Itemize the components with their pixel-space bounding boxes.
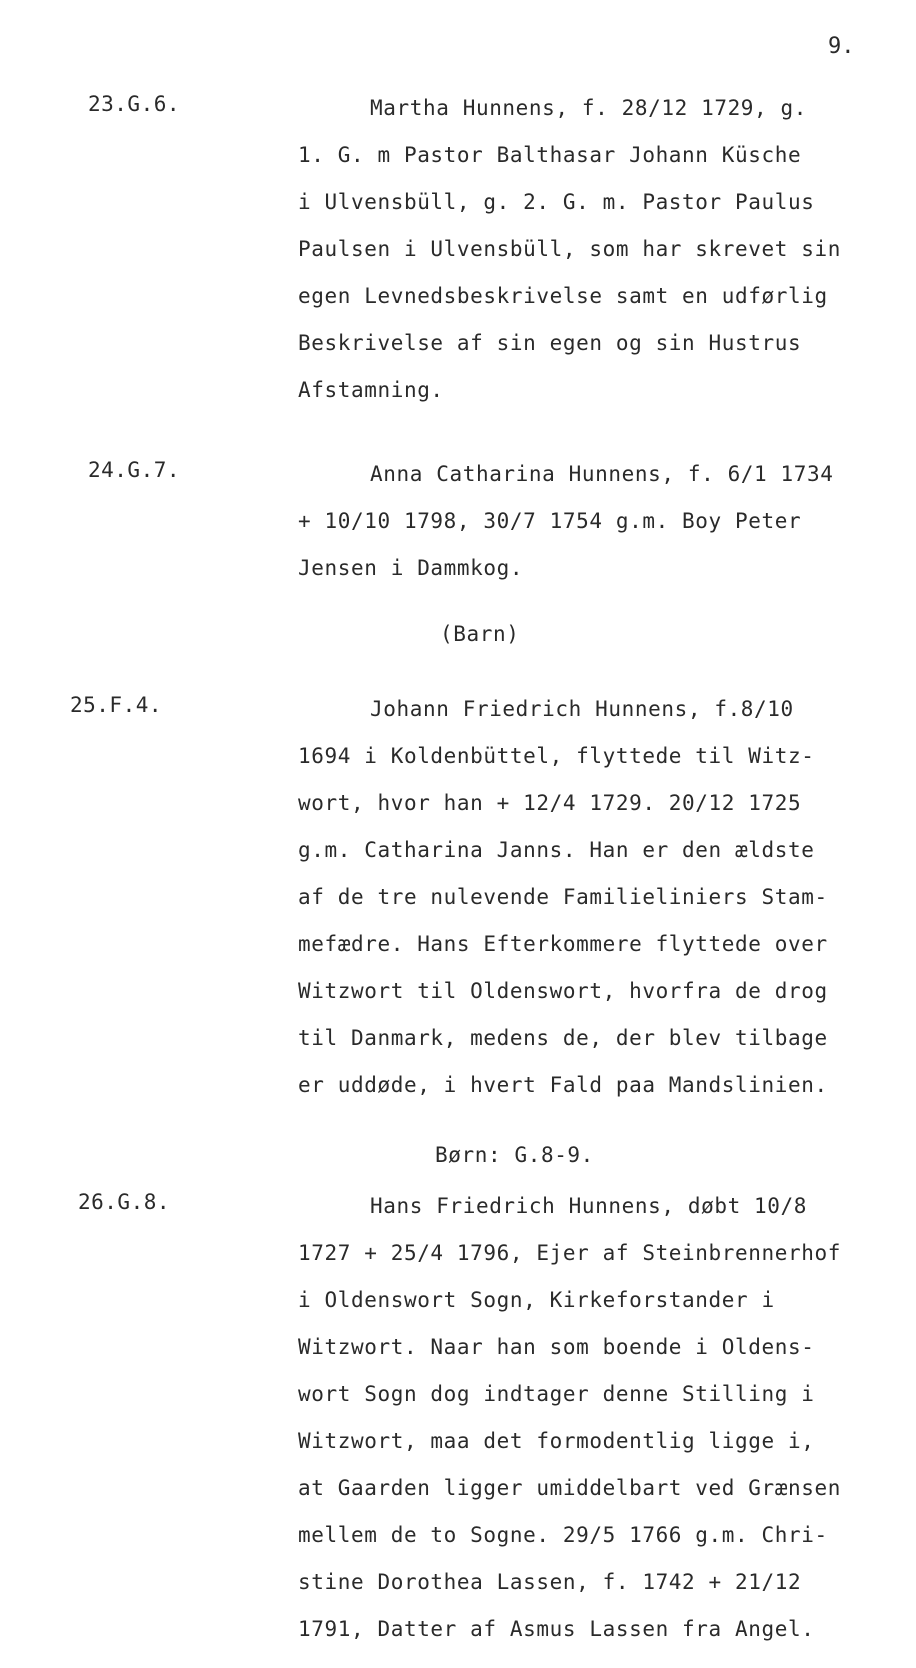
text-line: Beskrivelse af sin egen og sin Hustrus: [298, 331, 802, 355]
text-line: til Danmark, medens de, der blev tilbage: [298, 1026, 828, 1050]
text-line: Afstamning.: [298, 378, 444, 402]
text-line: 1791, Datter af Asmus Lassen fra Angel.: [298, 1617, 815, 1641]
entry-text-26-g-8: [298, 1183, 898, 1653]
text-line: Johann Friedrich Hunnens, f.8/10: [370, 697, 794, 721]
text-line: g.m. Catharina Janns. Han er den ældste: [298, 838, 815, 862]
text-line: Witzwort. Naar han som boende i Oldens-: [298, 1335, 815, 1359]
text-line: stine Dorothea Lassen, f. 1742 + 21/12: [298, 1570, 802, 1594]
entry-text-25-f-4: [298, 686, 898, 1109]
text-line: wort, hvor han + 12/4 1729. 20/12 1725: [298, 791, 802, 815]
text-line: Witzwort til Oldenswort, hvorfra de drog: [298, 979, 828, 1003]
text-line: i Ulvensbüll, g. 2. G. m. Pastor Paulus: [298, 190, 815, 214]
text-line: Anna Catharina Hunnens, f. 6/1 1734: [370, 462, 834, 486]
entry-id-26-g-8: 26.G.8.: [78, 1190, 171, 1214]
text-line: 1727 + 25/4 1796, Ejer af Steinbrennerhof: [298, 1241, 841, 1265]
text-line: at Gaarden ligger umiddelbart ved Grænsen: [298, 1476, 841, 1500]
text-line: Witzwort, maa det formodentlig ligge i,: [298, 1429, 815, 1453]
entry-id-24-g-7: 24.G.7.: [88, 458, 181, 482]
entry-id-25-f-4: 25.F.4.: [70, 693, 163, 717]
entry-id-23-g-6: 23.G.6.: [88, 92, 181, 116]
page-number: 9.: [828, 34, 855, 59]
text-line: i Oldenswort Sogn, Kirkeforstander i: [298, 1288, 775, 1312]
text-line: 1. G. m Pastor Balthasar Johann Küsche: [298, 143, 802, 167]
text-line: Paulsen i Ulvensbüll, som har skrevet sin: [298, 237, 841, 261]
text-line: mellem de to Sogne. 29/5 1766 g.m. Chri-: [298, 1523, 828, 1547]
text-line: Jensen i Dammkog.: [298, 556, 524, 580]
entry-text-24-g-7: [298, 451, 898, 592]
entry-text-23-g-6: [298, 85, 898, 414]
section-heading-barn: (Barn): [440, 622, 520, 646]
text-line: 1694 i Koldenbüttel, flyttede til Witz-: [298, 744, 815, 768]
text-line: er uddøde, i hvert Fald paa Mandslinien.: [298, 1073, 828, 1097]
text-line: egen Levnedsbeskrivelse samt en udførlig: [298, 284, 828, 308]
text-line: mefædre. Hans Efterkommere flyttede over: [298, 932, 828, 956]
text-line: wort Sogn dog indtager denne Stilling i: [298, 1382, 815, 1406]
text-line: Martha Hunnens, f. 28/12 1729, g.: [370, 96, 808, 120]
section-heading-boern: Børn: G.8-9.: [435, 1143, 594, 1167]
text-line: af de tre nulevende Familieliniers Stam-: [298, 885, 828, 909]
text-line: + 10/10 1798, 30/7 1754 g.m. Boy Peter: [298, 509, 802, 533]
text-line: Hans Friedrich Hunnens, døbt 10/8: [370, 1194, 808, 1218]
